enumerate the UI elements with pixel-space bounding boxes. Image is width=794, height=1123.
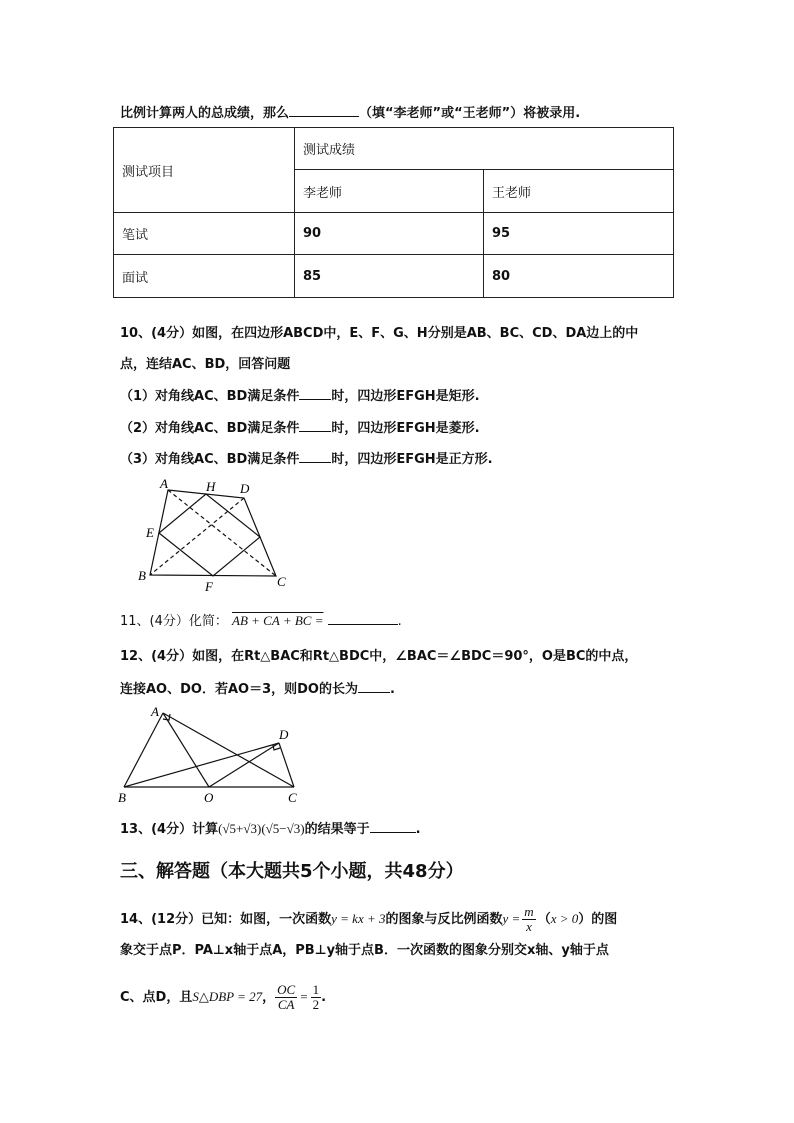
q14-half-fraction: $\frac{1}{2}$ (312, 982, 320, 1012)
q14-ratio-fraction: $\frac{OC}{CA}$ (277, 982, 296, 1012)
row-label: 笔试 (114, 213, 295, 255)
teacher-li-header: 李老师 (295, 170, 484, 213)
label-d: D (279, 727, 289, 742)
score-table (113, 127, 674, 298)
q10-sub2: （2）对角线AC、BD满足条件 时，四边形EFGH是菱形. (120, 421, 480, 436)
q14-linear-function: y = kx + 3 (331, 911, 386, 926)
q14-line3: C、点D，且S△DBP = 27， $\frac{OC}{CA}$ = $\frac{1}{2}$ . (120, 982, 327, 1012)
q13-blank[interactable] (370, 820, 416, 833)
score-header: 测试成绩 (295, 128, 674, 170)
q11-prefix: 11、(4分）化简： (120, 614, 228, 629)
wang-score: 80 (484, 255, 674, 298)
intro-text-before: 比例计算两人的总成绩，那么 (120, 106, 290, 121)
item-header: 测试项目 (114, 128, 295, 213)
li-score: 85 (295, 255, 484, 298)
diagonal-ac (168, 490, 276, 576)
li-score: 90 (295, 213, 484, 255)
label-a: A (151, 704, 159, 719)
table-row (114, 255, 674, 298)
segment-ba (124, 713, 163, 787)
q14-line1: 14、(12分）已知：如图，一次函数y = kx + 3的图象与反比例函数y = $\frac{m}{x}$ （x > 0）的图 (120, 904, 618, 934)
intro-text-after: （填“李老师”或“王老师”）将被录用. (359, 106, 581, 121)
q14-condition: x > 0 (550, 911, 579, 926)
label-b: B (138, 568, 146, 583)
segment-do (209, 743, 279, 787)
q12-line2: 连接AO、DO．若AO＝3，则DO的长为 . (120, 682, 395, 697)
q10-stem-line1: 10、(4分）如图，在四边形ABCD中，E、F、G、H分别是AB、BC、CD、DA边上的中 (120, 326, 639, 341)
label-h: H (206, 479, 216, 494)
q12-line1: 12、(4分）如图，在Rt△BAC和Rt△BDC中，∠BAC＝∠BDC＝90°，O是BC的中点， (120, 649, 638, 664)
q10-blank-1[interactable] (299, 387, 331, 400)
answer-blank[interactable] (289, 104, 359, 117)
label-c: C (277, 574, 286, 589)
label-f: F (205, 579, 213, 594)
section-heading: 三、解答题（本大题共5个小题，共48分） (120, 861, 464, 882)
label-c: C (288, 790, 297, 805)
q10-blank-2[interactable] (299, 419, 331, 432)
quadrilateral-figure (130, 478, 300, 596)
q10-blank-3[interactable] (299, 450, 331, 463)
quad-abcd (150, 490, 276, 576)
q11-line: 11、(4分）化简： AB + CA + BC = . (120, 613, 402, 629)
q11-blank[interactable] (328, 612, 398, 625)
wang-score: 95 (484, 213, 674, 255)
intro-line (120, 104, 580, 123)
q12-blank[interactable] (358, 680, 390, 693)
label-b: B (118, 790, 126, 805)
q11-expression: AB + CA + BC = (232, 613, 324, 628)
label-a: A (160, 478, 168, 491)
q14-inverse-fraction: $\frac{m}{x}$ (524, 904, 534, 934)
q10-sub1: （1）对角线AC、BD满足条件 时，四边形EFGH是矩形. (120, 389, 480, 404)
row-label: 面试 (114, 255, 295, 298)
teacher-wang-header: 王老师 (484, 170, 674, 213)
table-row (114, 213, 674, 255)
q10-stem-line2: 点，连结AC、BD，回答问题 (120, 357, 291, 372)
label-o: O (204, 790, 214, 805)
q14-line2: 象交于点P．PA⊥x轴于点A，PB⊥y轴于点B．一次函数的图象分别交x轴、y轴于点 (120, 943, 609, 958)
q13-expression: (√5+√3)(√5−√3) (218, 821, 305, 836)
quad-efgh (159, 494, 260, 576)
triangles-figure (112, 703, 308, 807)
label-e: E (146, 525, 154, 540)
q14-area: S△DBP = 27 (192, 989, 263, 1004)
segment-ao (163, 713, 209, 787)
label-d: D (240, 481, 250, 496)
q10-sub3: （3）对角线AC、BD满足条件 时，四边形EFGH是正方形. (120, 452, 493, 467)
q13-line: 13、(4分）计算(√5+√3)(√5−√3)的结果等于 . (120, 821, 421, 837)
